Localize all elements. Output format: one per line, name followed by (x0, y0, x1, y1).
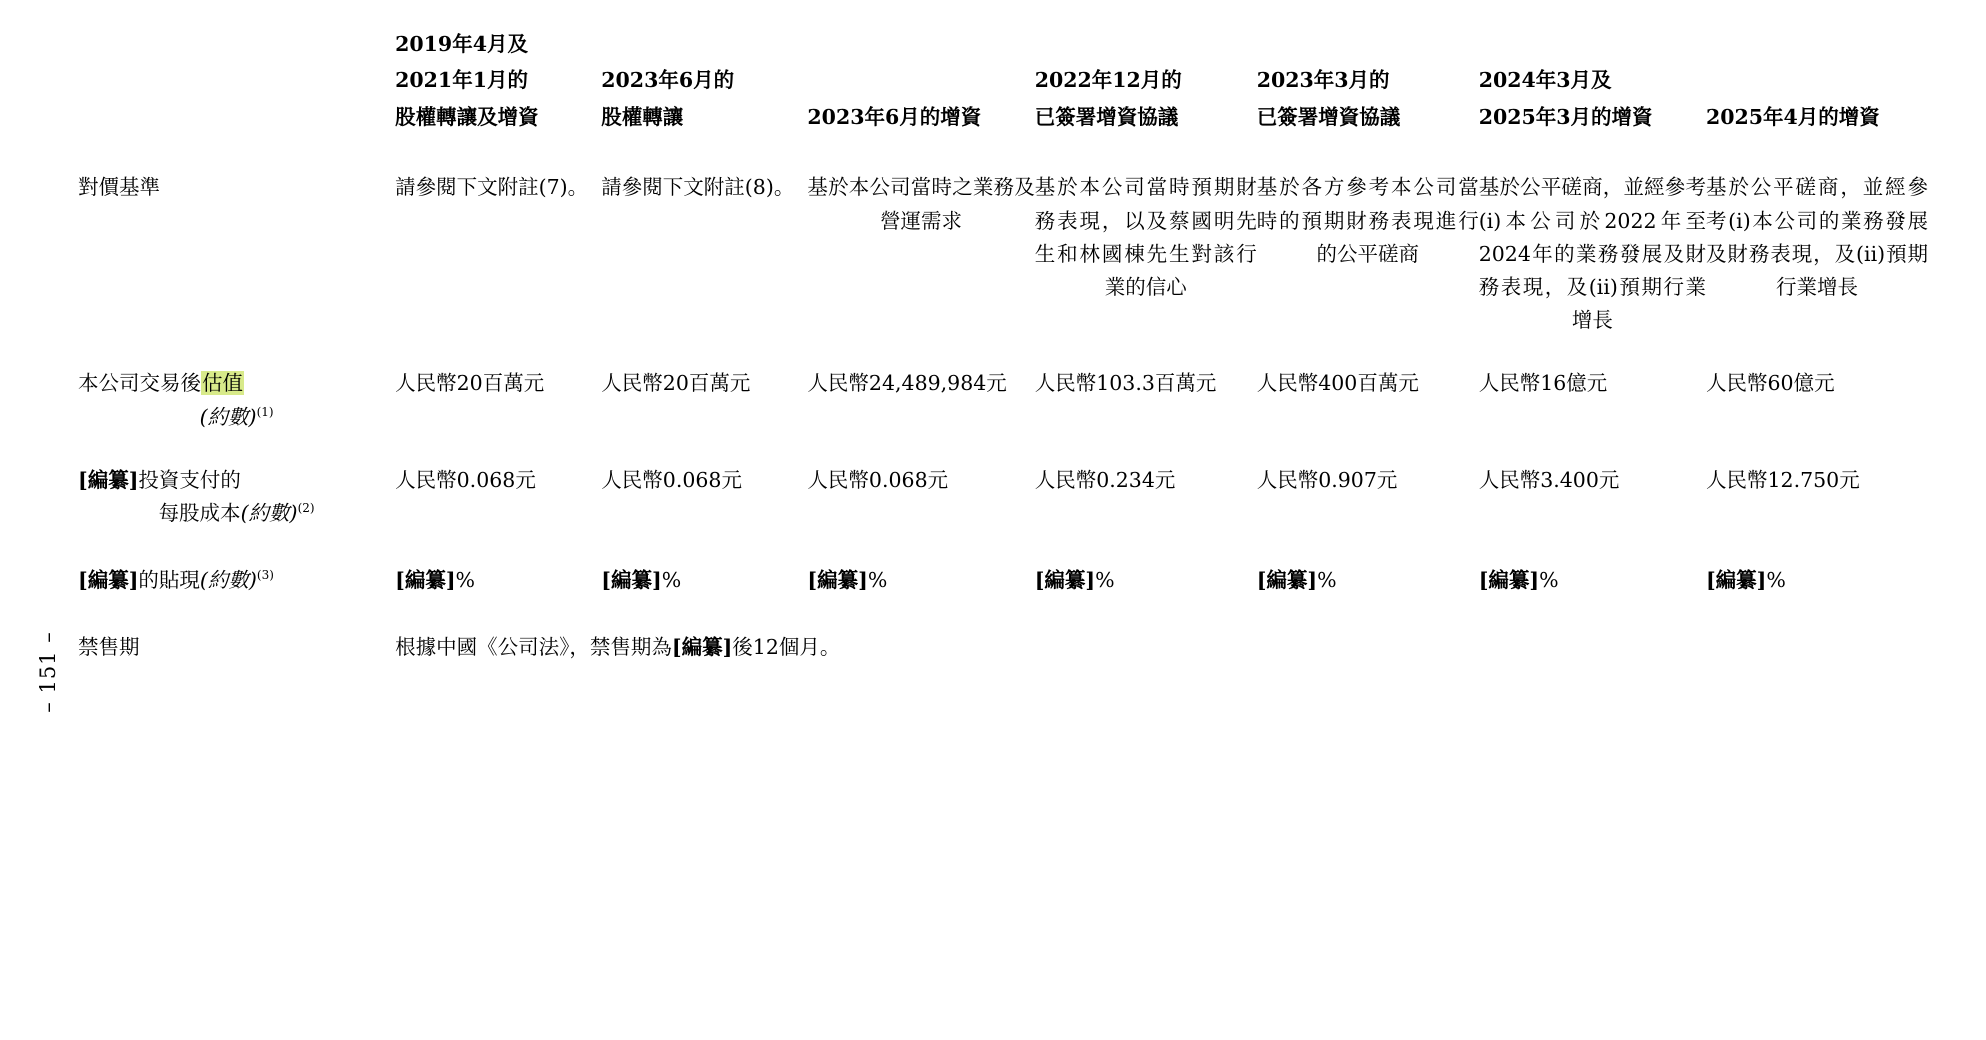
cell-discount-2-redacted: [編纂] (601, 568, 662, 593)
header-blank-cell (78, 26, 395, 141)
header-col-6 (1479, 26, 1706, 141)
cell-consideration-basis-5: 基於各方參考本公司當時的預期財務表現進行的公平磋商 (1256, 175, 1479, 266)
cell-discount-4 (1035, 530, 1257, 597)
cell-discount-5-redacted: [編纂] (1256, 568, 1318, 593)
cell-post-money-valuation-4: 人民幣103.3百萬元 (1034, 371, 1217, 396)
table-row-discount (78, 530, 1928, 597)
pre-ipo-investments-table (78, 26, 1928, 665)
cell-post-money-valuation-2: 人民幣20百萬元 (601, 371, 751, 396)
row-label-lockup-period: 禁售期 (78, 635, 140, 660)
label-valuation-highlight: 估值 (202, 371, 243, 396)
row-label-post-money-valuation (78, 337, 395, 433)
cell-consideration-basis-3: 基於本公司當時之業務及營運需求 (807, 175, 1035, 233)
cell-discount-6 (1479, 530, 1706, 597)
label-cost-footnote: (2) (297, 501, 315, 516)
header-col-6-line-1: 2024年3月及 (1478, 68, 1612, 93)
cell-consideration-basis-6: 基於公平磋商，並經參考(i)本公司於2022年至2024年的業務發展及財務表現，及(ii)預期行業增長 (1478, 175, 1706, 333)
table-row-post-money-valuation (78, 337, 1928, 433)
cell-discount-7-redacted: [編纂] (1705, 568, 1767, 593)
page-number: – 151 – (36, 631, 60, 713)
table-row-lockup-period (78, 597, 1928, 664)
label-valuation-approx (78, 401, 395, 434)
label-cost-redacted: [編纂] (78, 467, 139, 492)
header-col-2 (601, 26, 807, 141)
header-col-3-line-1: 2023年6月的增資 (807, 104, 982, 129)
label-cost-per-share-text: 每股成本 (158, 501, 241, 526)
header-col-1-line-2: 2021年1月的 (395, 68, 528, 93)
header-col-5-line-2: 已簽署增資協議 (1256, 104, 1401, 129)
cell-discount-7-percent: % (1766, 568, 1786, 593)
lockup-redacted: [編纂] (671, 635, 733, 660)
header-col-7 (1706, 26, 1928, 141)
cell-cost-per-share-3: 人民幣0.068元 (807, 467, 949, 492)
cell-discount-6-percent: % (1539, 568, 1559, 593)
cell-consideration-basis-4: 基於本公司當時預期財務表現，以及蔡國明先生和林國棟先生對該行業的信心 (1034, 175, 1257, 300)
cell-discount-3-percent: % (867, 568, 888, 593)
cell-discount-4-percent: % (1095, 568, 1115, 593)
header-col-7-line-1: 2025年4月的增資 (1705, 104, 1880, 129)
cell-cost-per-share-6: 人民幣3.400元 (1478, 467, 1620, 492)
header-col-2-line-1: 2023年6月的 (601, 68, 735, 93)
label-valuation-text: 本公司交易後 (78, 371, 201, 396)
cell-cost-per-share-5: 人民幣0.907元 (1256, 467, 1398, 492)
cell-discount-1-percent: % (455, 568, 476, 593)
cell-discount-4-redacted: [編纂] (1034, 568, 1096, 593)
header-col-6-line-2: 2025年3月的增資 (1478, 104, 1653, 129)
header-col-5-line-1: 2023年3月的 (1256, 68, 1390, 93)
cell-consideration-basis-1: 請參閱下文附註(7)。 (395, 175, 589, 200)
row-label-consideration-basis: 對價基準 (78, 175, 160, 200)
cell-cost-per-share-7: 人民幣12.750元 (1705, 467, 1860, 492)
cell-discount-7 (1706, 530, 1928, 597)
cell-cost-per-share-2: 人民幣0.068元 (601, 467, 742, 492)
cell-post-money-valuation-5: 人民幣400百萬元 (1256, 371, 1419, 396)
cell-consideration-basis-2: 請參閱下文附註(8)。 (601, 175, 795, 200)
header-col-1-line-3: 股權轉讓及增資 (395, 104, 539, 129)
cell-discount-5-percent: % (1317, 568, 1337, 593)
label-discount-rest: 的貼現 (138, 568, 200, 593)
lockup-post-text: 後12個月。 (732, 635, 841, 660)
cell-discount-3-redacted: [編纂] (807, 568, 868, 593)
cell-discount-2-percent: % (661, 568, 682, 593)
lockup-pre-text: 根據中國《公司法》，禁售期為 (395, 635, 672, 660)
label-cost-second-line (78, 497, 395, 530)
header-col-2-line-2: 股權轉讓 (601, 104, 684, 129)
cell-post-money-valuation-1: 人民幣20百萬元 (395, 371, 545, 396)
header-col-4 (1035, 26, 1257, 141)
header-col-1 (395, 26, 601, 141)
table-row-consideration-basis (78, 141, 1928, 337)
header-col-3 (807, 26, 1034, 141)
cell-discount-6-redacted: [編纂] (1478, 568, 1540, 593)
cell-discount-5 (1257, 530, 1479, 597)
table-row-cost-per-share (78, 434, 1928, 530)
cell-cost-per-share-4: 人民幣0.234元 (1034, 467, 1176, 492)
label-discount-redacted: [編纂] (78, 568, 139, 593)
header-col-4-line-2: 已簽署增資協議 (1034, 104, 1179, 129)
label-valuation-footnote: (1) (256, 404, 274, 419)
header-col-5 (1257, 26, 1479, 141)
cell-discount-1 (395, 530, 601, 597)
header-col-4-line-1: 2022年12月的 (1034, 68, 1182, 93)
table-header-row (78, 26, 1928, 141)
cell-lockup-period (395, 597, 1928, 664)
cell-discount-3 (807, 530, 1034, 597)
cell-consideration-basis-7: 基於公平磋商，並經參考(i)本公司的業務發展及財務表現，及(ii)預期行業增長 (1705, 175, 1928, 300)
header-col-1-line-1: 2019年4月及 (395, 32, 528, 56)
row-label-cost-per-share (78, 434, 395, 530)
label-cost-approx: (約數) (240, 501, 298, 526)
cell-cost-per-share-1: 人民幣0.068元 (395, 467, 536, 492)
label-valuation-approx-text: (約數) (199, 404, 257, 429)
cell-post-money-valuation-3: 人民幣24,489,984元 (807, 371, 1007, 396)
cell-post-money-valuation-7: 人民幣60億元 (1705, 371, 1835, 396)
cell-post-money-valuation-6: 人民幣16億元 (1478, 371, 1608, 396)
row-label-discount (78, 530, 395, 597)
label-cost-rest: 投資支付的 (138, 467, 241, 492)
cell-discount-1-redacted: [編纂] (395, 568, 456, 593)
label-discount-footnote: (3) (256, 568, 274, 583)
label-discount-approx: (約數) (199, 568, 257, 593)
cell-discount-2 (601, 530, 807, 597)
